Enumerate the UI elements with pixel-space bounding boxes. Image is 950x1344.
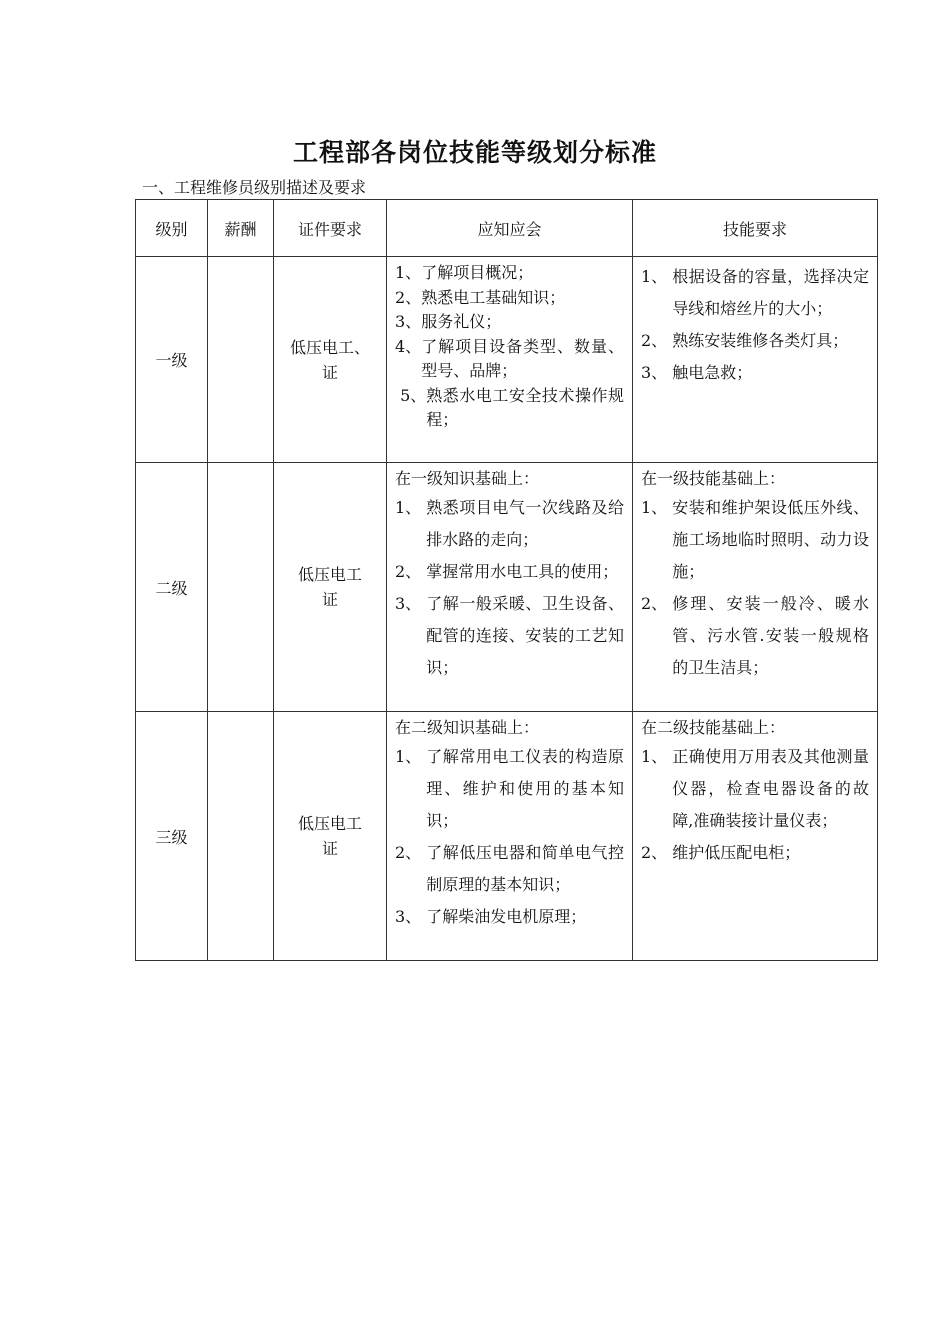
item-number: 2、 — [395, 842, 427, 862]
item-text: 了解低压电器和简单电气控制原理的基本知识； — [426, 842, 624, 894]
salary-cell — [208, 712, 274, 961]
certificate-line: 低压电工、 — [289, 337, 370, 357]
knowledge-cell — [387, 712, 633, 961]
item-number: 1、 — [641, 746, 673, 766]
list-item — [641, 261, 869, 325]
list-item — [395, 492, 624, 556]
item-number: 3、 — [641, 363, 673, 382]
list-item — [641, 357, 869, 389]
section-heading: 一、工程维修员级别描述及要求 — [142, 178, 367, 197]
item-number: 2、 — [641, 842, 673, 862]
item-number: 1、 — [395, 746, 427, 766]
list-item — [395, 837, 624, 901]
item-text: 熟练安装维修各类灯具； — [672, 331, 849, 350]
header-skills: 技能要求 — [633, 200, 878, 257]
certificate-cell — [274, 712, 387, 961]
certificate-cell — [274, 463, 387, 712]
item-text: 了解项目概况； — [421, 263, 534, 282]
item-number: 3、 — [395, 593, 427, 613]
item-number: 1、 — [641, 267, 673, 286]
item-number: 5、 — [395, 385, 427, 405]
skills-cell — [633, 257, 878, 463]
knowledge-intro: 在二级知识基础上： — [395, 718, 540, 737]
item-number: 1、 — [395, 263, 422, 282]
item-text: 服务礼仪； — [421, 312, 502, 331]
certificate-cell — [274, 257, 387, 463]
item-number: 2、 — [395, 287, 422, 307]
skills-intro: 在二级技能基础上： — [641, 718, 786, 737]
table-row — [136, 257, 878, 463]
header-certificate: 证件要求 — [274, 200, 387, 257]
item-number: 3、 — [395, 312, 422, 331]
list-item — [395, 261, 624, 286]
skills-cell — [633, 712, 878, 961]
list-item — [395, 286, 624, 311]
skills-intro: 在一级技能基础上： — [641, 469, 786, 488]
item-text: 了解项目设备类型、数量、型号、品牌； — [421, 336, 624, 380]
list-item — [395, 384, 624, 433]
item-text: 维护低压配电柜； — [672, 842, 801, 862]
list-item — [641, 492, 869, 588]
table-row — [136, 463, 878, 712]
list-item — [641, 588, 869, 684]
list-item — [641, 325, 869, 357]
list-item — [395, 335, 624, 384]
item-number: 2、 — [641, 331, 673, 350]
skills-cell — [633, 463, 878, 712]
item-number: 4、 — [395, 336, 422, 356]
certificate-line: 证 — [321, 590, 338, 609]
header-level: 级别 — [136, 200, 208, 257]
item-text: 熟悉水电工安全技术操作规程； — [426, 385, 624, 429]
item-text: 根据设备的容量，选择决定导线和熔丝片的大小； — [672, 267, 869, 318]
item-text: 触电急救； — [672, 363, 753, 382]
knowledge-intro: 在一级知识基础上： — [395, 469, 540, 488]
page-title: 工程部各岗位技能等级划分标准 — [292, 138, 657, 167]
list-item — [395, 310, 624, 335]
certificate-line: 证 — [321, 839, 338, 858]
item-text: 掌握常用水电工具的使用； — [426, 561, 619, 581]
item-text: 了解常用电工仪表的构造原理、维护和使用的基本知识； — [426, 746, 624, 830]
item-text: 正确使用万用表及其他测量仪器，检查电器设备的故障,准确装接计量仪表； — [672, 746, 869, 830]
list-item — [395, 901, 624, 933]
level-cell: 一级 — [136, 257, 208, 463]
knowledge-cell — [387, 257, 633, 463]
item-text: 熟悉电工基础知识； — [421, 287, 566, 307]
header-salary: 薪酬 — [208, 200, 274, 257]
certificate-line: 低压电工 — [297, 814, 362, 833]
knowledge-cell — [387, 463, 633, 712]
table-row — [136, 712, 878, 961]
list-item — [395, 556, 624, 588]
list-item — [395, 588, 624, 684]
item-number: 3、 — [395, 906, 427, 926]
table-header-row — [136, 200, 878, 257]
item-text: 修理、安装一般冷、暖水管、污水管.安装一般规格的卫生洁具； — [672, 593, 869, 677]
item-text: 熟悉项目电气一次线路及给排水路的走向； — [426, 497, 624, 549]
list-item — [641, 741, 869, 837]
item-number: 2、 — [395, 561, 427, 581]
item-text: 了解一般采暖、卫生设备、配管的连接、安装的工艺知识； — [426, 593, 624, 677]
list-item — [641, 837, 869, 869]
salary-cell — [208, 463, 274, 712]
item-text: 了解柴油发电机原理； — [426, 906, 587, 926]
item-number: 1、 — [641, 497, 673, 517]
salary-cell — [208, 257, 274, 463]
certificate-line: 低压电工 — [297, 565, 362, 584]
header-knowledge: 应知应会 — [387, 200, 633, 257]
skill-level-table — [135, 199, 878, 961]
level-cell: 二级 — [136, 463, 208, 712]
item-number: 1、 — [395, 497, 427, 517]
item-number: 2、 — [641, 593, 673, 613]
item-text: 安装和维护架设低压外线、施工场地临时照明、动力设施； — [672, 497, 869, 581]
level-cell: 三级 — [136, 712, 208, 961]
certificate-line: 证 — [321, 362, 338, 382]
list-item — [395, 741, 624, 837]
